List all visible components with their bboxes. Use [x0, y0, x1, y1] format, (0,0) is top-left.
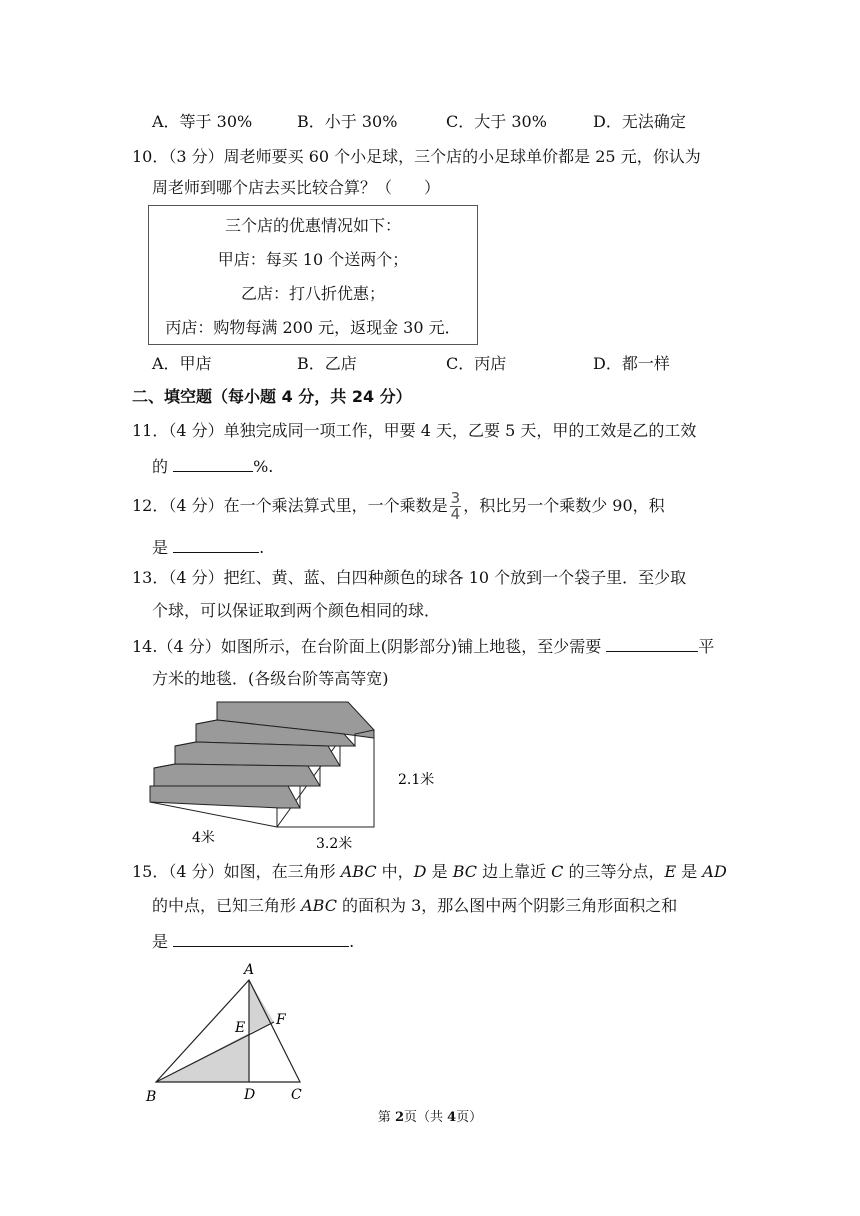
- q14-line2: 方米的地毯．(各级台阶等高等宽): [152, 669, 389, 688]
- q12-line2-post: .: [259, 538, 265, 557]
- q15-text-8: 的面积为 3，那么图中两个阴影三角形面积之和: [336, 896, 678, 915]
- q10-box-shop-bing: 丙店：购物每满 200 元，返现金 30 元．: [165, 318, 461, 337]
- label-b: B: [146, 1089, 157, 1105]
- q15-e-1: E: [664, 862, 677, 881]
- q12-frac-den: 4: [450, 505, 461, 523]
- label-a: A: [244, 962, 255, 978]
- q10-option-d: D．都一样: [593, 354, 670, 373]
- q10-option-a: A．甲店: [152, 354, 212, 373]
- q14-answer-blank[interactable]: [606, 635, 698, 652]
- q15-abc-2: ABC: [301, 896, 337, 915]
- q15-text-2: 中，: [376, 862, 414, 881]
- q15-bc: BC: [452, 862, 477, 881]
- q15-text-6: 是: [676, 862, 703, 881]
- q15-answer-blank[interactable]: [173, 930, 349, 947]
- q15-text-7: 的中点，已知三角形: [152, 896, 302, 915]
- q14-label-depth: 3.2米: [316, 836, 353, 852]
- q9-option-b: B．小于 30%: [297, 112, 398, 131]
- q14-label-height: 2.1米: [398, 772, 435, 788]
- q14-text-pre: 14.（4 分）如图所示，在台阶面上(阴影部分)铺上地毯，至少需要: [132, 637, 607, 656]
- q15-text-3: 是: [426, 862, 453, 881]
- q13-line2: 个球，可以保证取到两个颜色相同的球．: [152, 601, 441, 620]
- q11-answer-blank[interactable]: [173, 455, 253, 472]
- q15-triangle-figure: [140, 958, 320, 1108]
- q15-text-9: 是: [152, 932, 174, 951]
- q9-option-c: C．大于 30%: [446, 112, 547, 131]
- q15-text-1: 15．（4 分）如图，在三角形: [132, 862, 341, 881]
- label-d: D: [244, 1087, 256, 1103]
- label-f: F: [276, 1012, 286, 1028]
- q11-text-post: %.: [253, 457, 274, 476]
- q11-text-pre: 的: [152, 457, 174, 476]
- q10-option-b: B．乙店: [297, 354, 357, 373]
- q10-box-title: 三个店的优惠情况如下：: [224, 216, 401, 235]
- q9-option-a: A．等于 30%: [152, 112, 253, 131]
- q10-line2: 周老师到哪个店去买比较合算？（ ）: [152, 178, 441, 197]
- q14-line1: [132, 635, 714, 657]
- q12-frac-num: 3: [450, 489, 461, 507]
- footer-text-2: 页（共: [403, 1110, 448, 1125]
- q9-option-d: D．无法确定: [593, 112, 686, 131]
- label-c: C: [291, 1087, 302, 1103]
- page-footer: [0, 1109, 860, 1127]
- q15-abc-1: ABC: [340, 862, 377, 881]
- q14-label-width: 4米: [192, 830, 215, 846]
- q12-line1: [132, 491, 665, 522]
- step-3: [175, 742, 340, 766]
- q10-box-shop-yi: 乙店：打八折优惠；: [240, 284, 385, 303]
- q13-line1: 13．（4 分）把红、黄、蓝、白四种颜色的球各 10 个放到一个袋子里．至少取: [132, 568, 687, 587]
- q15-line3: [152, 930, 354, 952]
- q12-text-pre: 12．（4 分）在一个乘法算式里，一个乘数是: [132, 496, 448, 515]
- q15-d-1: D: [413, 862, 427, 881]
- q10-box-shop-jia: 甲店：每买 10 个送两个；: [217, 250, 409, 269]
- q15-text-4: 边上靠近: [476, 862, 552, 881]
- q14-staircase-figure: [140, 690, 460, 860]
- q15-ad: AD: [702, 862, 727, 881]
- footer-page-number: 2: [394, 1110, 404, 1125]
- q15-line1: [132, 862, 727, 882]
- q12-fraction: [450, 491, 462, 522]
- footer-text-1: 第: [377, 1110, 395, 1125]
- q11-line2: [152, 455, 273, 477]
- q15-line2: [152, 896, 677, 916]
- q12-line2-pre: 是: [152, 538, 174, 557]
- q10-discount-box: [148, 205, 478, 345]
- q15-text-5: 的三等分点，: [563, 862, 665, 881]
- q12-line2: [152, 536, 264, 558]
- q10-option-c: C．丙店: [446, 354, 507, 373]
- footer-text-3: 页）: [456, 1110, 483, 1125]
- label-e: E: [235, 1020, 246, 1036]
- q10-line1: 10．（3 分）周老师要买 60 个小足球，三个店的小足球单价都是 25 元，你认为: [132, 147, 701, 166]
- step-2: [154, 764, 320, 786]
- q15-text-10: .: [349, 932, 355, 951]
- q12-text-post: ，积比另一个乘数少 90，积: [463, 496, 665, 515]
- q11-line1: 11．（4 分）单独完成同一项工作，甲要 4 天，乙要 5 天，甲的工效是乙的工效: [132, 421, 697, 440]
- step-1: [150, 786, 300, 808]
- q14-text-post: 平: [698, 637, 715, 656]
- section-2-title: 二、填空题（每小题 4 分，共 24 分）: [132, 387, 412, 406]
- footer-total-pages: 4: [447, 1110, 457, 1125]
- q12-answer-blank[interactable]: [173, 536, 259, 553]
- q15-c-1: C: [551, 862, 564, 881]
